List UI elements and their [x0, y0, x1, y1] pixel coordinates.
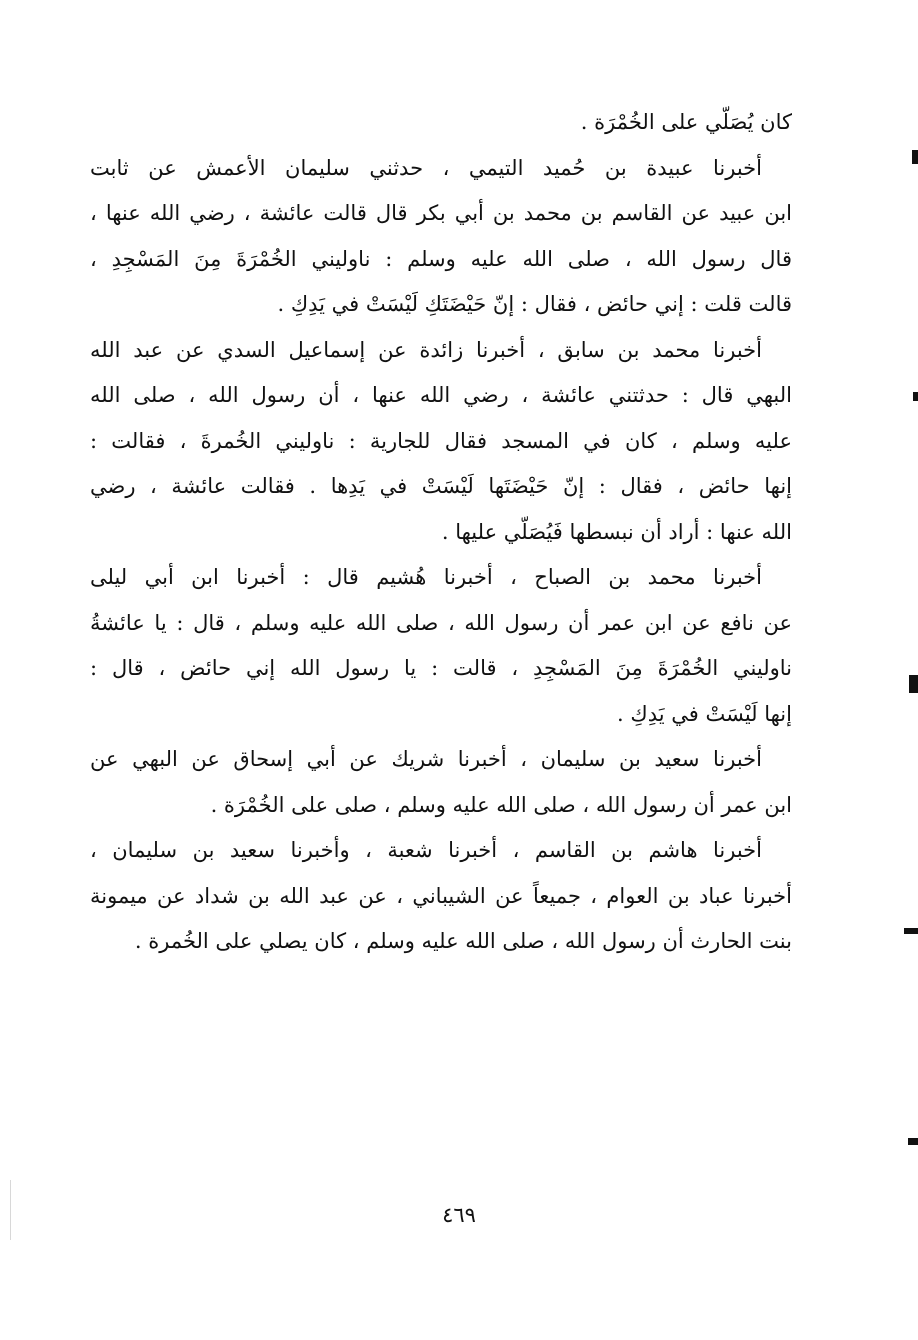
text-line: إنها لَيْسَتْ في يَدِكِ . — [617, 701, 792, 726]
text-line: أخبرنا عبيدة بن حُميد التيمي ، حدثني سليمان الأعمش عن ثابت — [90, 155, 762, 180]
text-line: الله عنها : أراد أن نبسطها فَيُصَلّي عليها . — [441, 519, 792, 544]
page-number: ٤٦٩ — [442, 1203, 476, 1227]
text-line: أخبرنا محمد بن سابق ، أخبرنا زائدة عن إسماعيل السدي عن عبد الله — [90, 337, 762, 362]
text-line: ابن عمر أن رسول الله ، صلى الله عليه وسلم ، صلى على الخُمْرَة . — [210, 792, 792, 817]
text-line: أخبرنا هاشم بن القاسم ، أخبرنا شعبة ، وأخبرنا سعيد بن سليمان ، — [90, 838, 762, 862]
text-line: أخبرنا محمد بن الصباح ، أخبرنا هُشيم قال : أخبرنا ابن أبي ليلى — [90, 565, 762, 589]
text-line: ناوليني الخُمْرَةَ مِنَ المَسْجِدِ ، قالت : يا رسول الله إني حائض ، قال : — [90, 656, 792, 680]
text-line: عن نافع عن ابن عمر أن رسول الله ، صلى الله عليه وسلم ، قال : يا عائشةُ — [90, 610, 792, 635]
text-line: قال رسول الله ، صلى الله عليه وسلم : ناوليني الخُمْرَةَ مِنَ المَسْجِدِ ، — [90, 246, 792, 271]
body-text — [90, 100, 792, 965]
text-line: ابن عبيد عن القاسم بن محمد بن أبي بكر قال قالت عائشة ، رضي الله عنها ، — [90, 201, 792, 225]
scan-edge-mark — [912, 150, 918, 164]
text-line: قالت قلت : إني حائض ، فقال : إنّ حَيْضَتَكِ لَيْسَتْ في يَدِكِ . — [277, 292, 792, 316]
text-line: عليه وسلم ، كان في المسجد فقال للجارية : ناوليني الخُمرةَ ، فقالت : — [90, 428, 792, 453]
text-line: بنت الحارث أن رسول الله ، صلى الله عليه وسلم ، كان يصلي على الخُمرة . — [134, 929, 792, 953]
scan-edge-mark — [913, 392, 918, 401]
text-line: إنها حائض ، فقال : إنّ حَيْضَتَها لَيْسَتْ في يَدِها . فقالت عائشة ، رضي — [90, 474, 792, 498]
scan-gutter-line — [10, 1180, 11, 1240]
text-line: أخبرنا عباد بن العوام ، جميعاً عن الشيباني ، عن عبد الله بن شداد عن ميمونة — [90, 883, 792, 908]
text-line: كان يُصَلّي على الخُمْرَة . — [580, 110, 792, 134]
text-line: البهي قال : حدثتني عائشة ، رضي الله عنها ، أن رسول الله ، صلى الله — [90, 383, 792, 407]
scan-edge-mark — [908, 1138, 918, 1145]
scan-edge-mark — [909, 675, 918, 693]
text-line: أخبرنا سعيد بن سليمان ، أخبرنا شريك عن أبي إسحاق عن البهي عن — [90, 747, 762, 771]
scan-edge-mark — [904, 928, 918, 934]
